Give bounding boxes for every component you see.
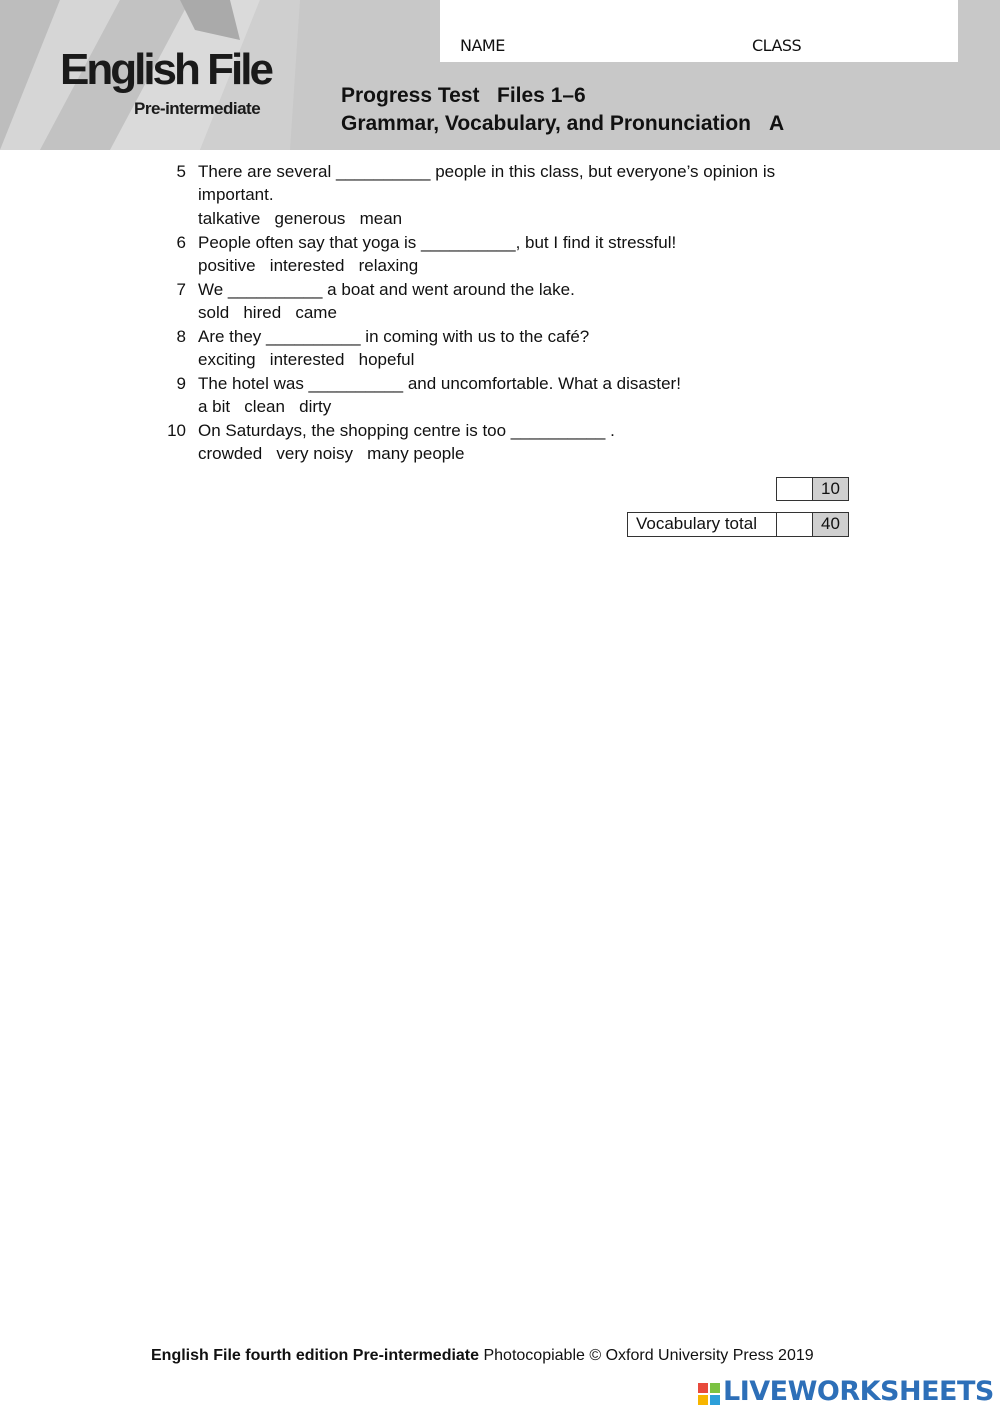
question-text: People often say that yoga is __________, but I find it stressful! [198,233,677,252]
question-text: Are they __________ in coming with us to the café? [198,327,590,346]
name-label: NAME [460,36,505,55]
logo-level: Pre-intermediate [134,99,261,118]
footer-copyright: Photocopiable © Oxford University Press 2019 [479,1347,814,1364]
question-text: On Saturdays, the shopping centre is too __________ . [198,421,615,440]
subtitle-text: Grammar, Vocabulary, and Pronunciation [341,112,751,135]
logo-title: English File [60,45,271,94]
footer-book-title: English File fourth edition Pre-intermediate [151,1347,480,1364]
question-number: 6 [176,233,186,252]
question-options: crowded very noisy many people [198,444,465,463]
question-options: sold hired came [198,303,337,322]
vocabulary-total-input[interactable] [776,512,813,537]
section-score-input[interactable] [776,477,813,501]
question-text: The hotel was __________ and uncomfortable. What a disaster! [198,374,681,393]
question-number: 5 [176,162,186,181]
question-number: 9 [176,374,186,393]
question-text: There are several __________ people in this class, but everyone’s opinion is important. [198,162,776,204]
question-options: positive interested relaxing [198,256,419,275]
section-score-max: 10 [812,477,849,501]
name-class-box [440,0,958,62]
vocabulary-total-max: 40 [812,512,849,537]
question-options: talkative generous mean [198,209,403,228]
question-number: 8 [176,327,186,346]
test-title: Progress Test Files 1–6 [341,84,586,107]
test-subtitle [341,112,784,136]
version-letter: A [769,112,785,135]
liveworksheets-watermark: LIVEWORKSHEETS [723,1376,994,1407]
question-number: 7 [176,280,186,299]
liveworksheets-logo-icon [698,1377,722,1407]
copyright-footer [151,1347,814,1365]
vocabulary-total-label: Vocabulary total [627,512,777,537]
class-label: CLASS [752,36,802,55]
question-number: 10 [167,421,186,440]
question-options: exciting interested hopeful [198,350,415,369]
question-text: We __________ a boat and went around the lake. [198,280,575,299]
question-options: a bit clean dirty [198,397,332,416]
